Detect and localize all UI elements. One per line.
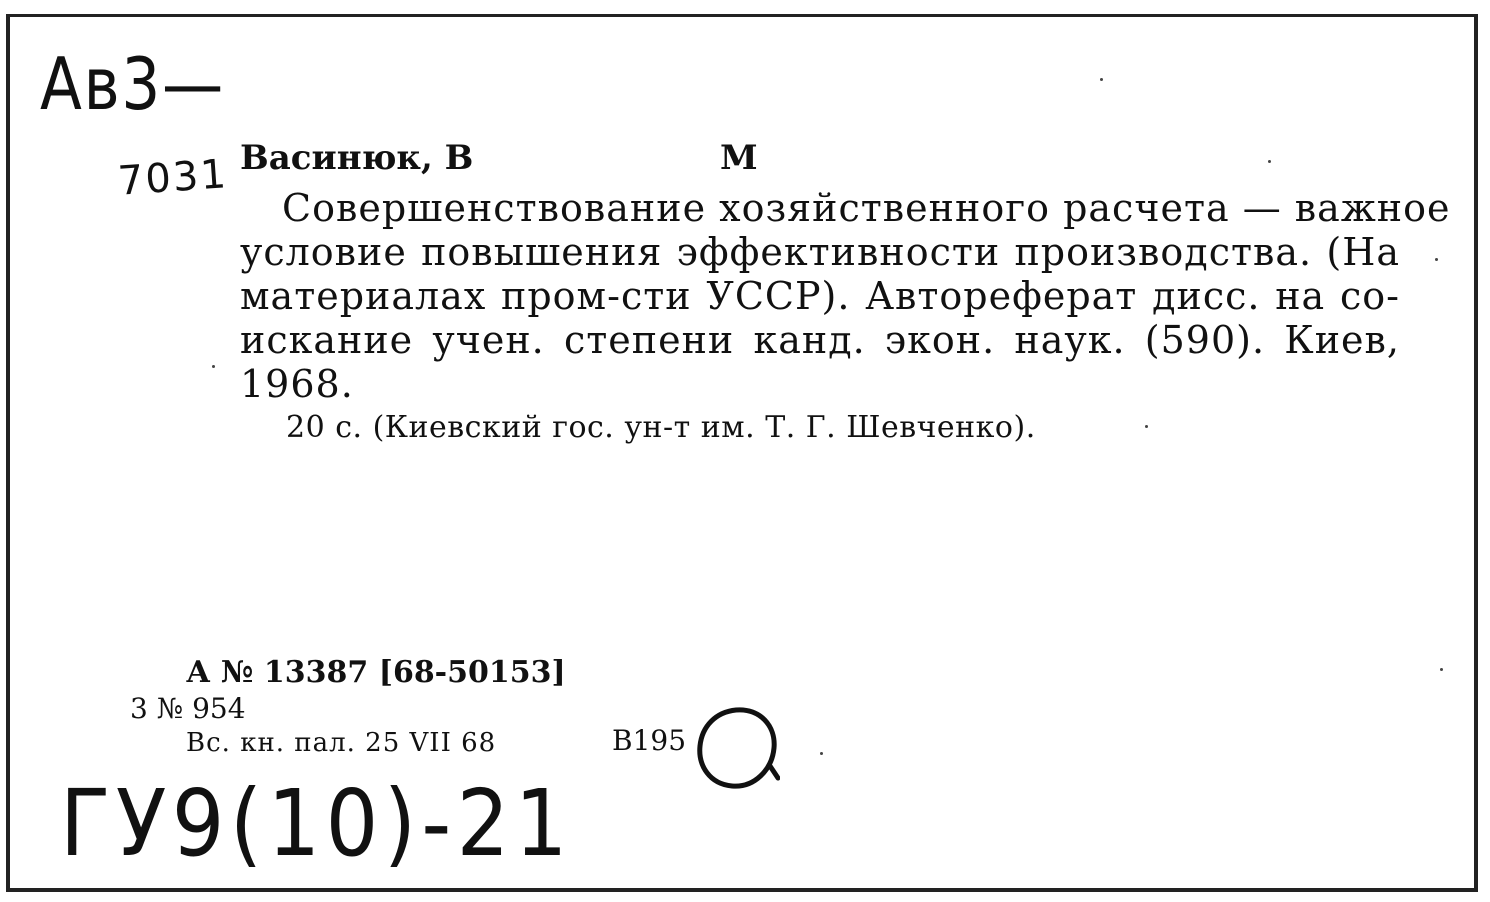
description-line: Совершенствование хозяйственного расчета — важное <box>282 186 1451 230</box>
pages-publisher-line: 20 с. (Киевский гос. ун-т им. Т. Г. Шевченко). <box>286 410 1036 445</box>
scan-speck <box>212 365 215 368</box>
z-number: 3 № 954 <box>130 692 246 725</box>
scan-speck <box>1268 160 1271 163</box>
bibliographic-description <box>240 186 1451 406</box>
author-initial: М <box>720 138 758 178</box>
signed-date: Вс. кн. пал. 25 VII 68 <box>186 728 497 758</box>
card-code: В195 <box>612 724 687 757</box>
shelfmark-number: 7031 <box>116 151 230 205</box>
scan-speck <box>1145 425 1148 428</box>
scan-speck <box>1440 668 1443 671</box>
scan-speck <box>1100 78 1103 81</box>
scan-speck <box>820 752 823 755</box>
description-line: 1968. <box>240 362 354 406</box>
hand-drawn-circle-mark <box>692 704 780 792</box>
accession-number: А № 13387 [68-50153] <box>186 655 566 690</box>
description-line: условие повышения эффективности производства. (На <box>240 230 1400 274</box>
shelfmark-top: Ав3— <box>40 42 225 126</box>
description-line: материалах пром-сти УССР). Автореферат дисс. на со- <box>240 274 1400 318</box>
description-line: искание учен. степени канд. экон. наук. (590). Киев, <box>240 318 1400 362</box>
author-name: Васинюк, В <box>240 138 474 178</box>
scan-speck <box>1435 258 1438 261</box>
shelfmark-bottom: ГУ9(10)-21 <box>60 770 573 877</box>
